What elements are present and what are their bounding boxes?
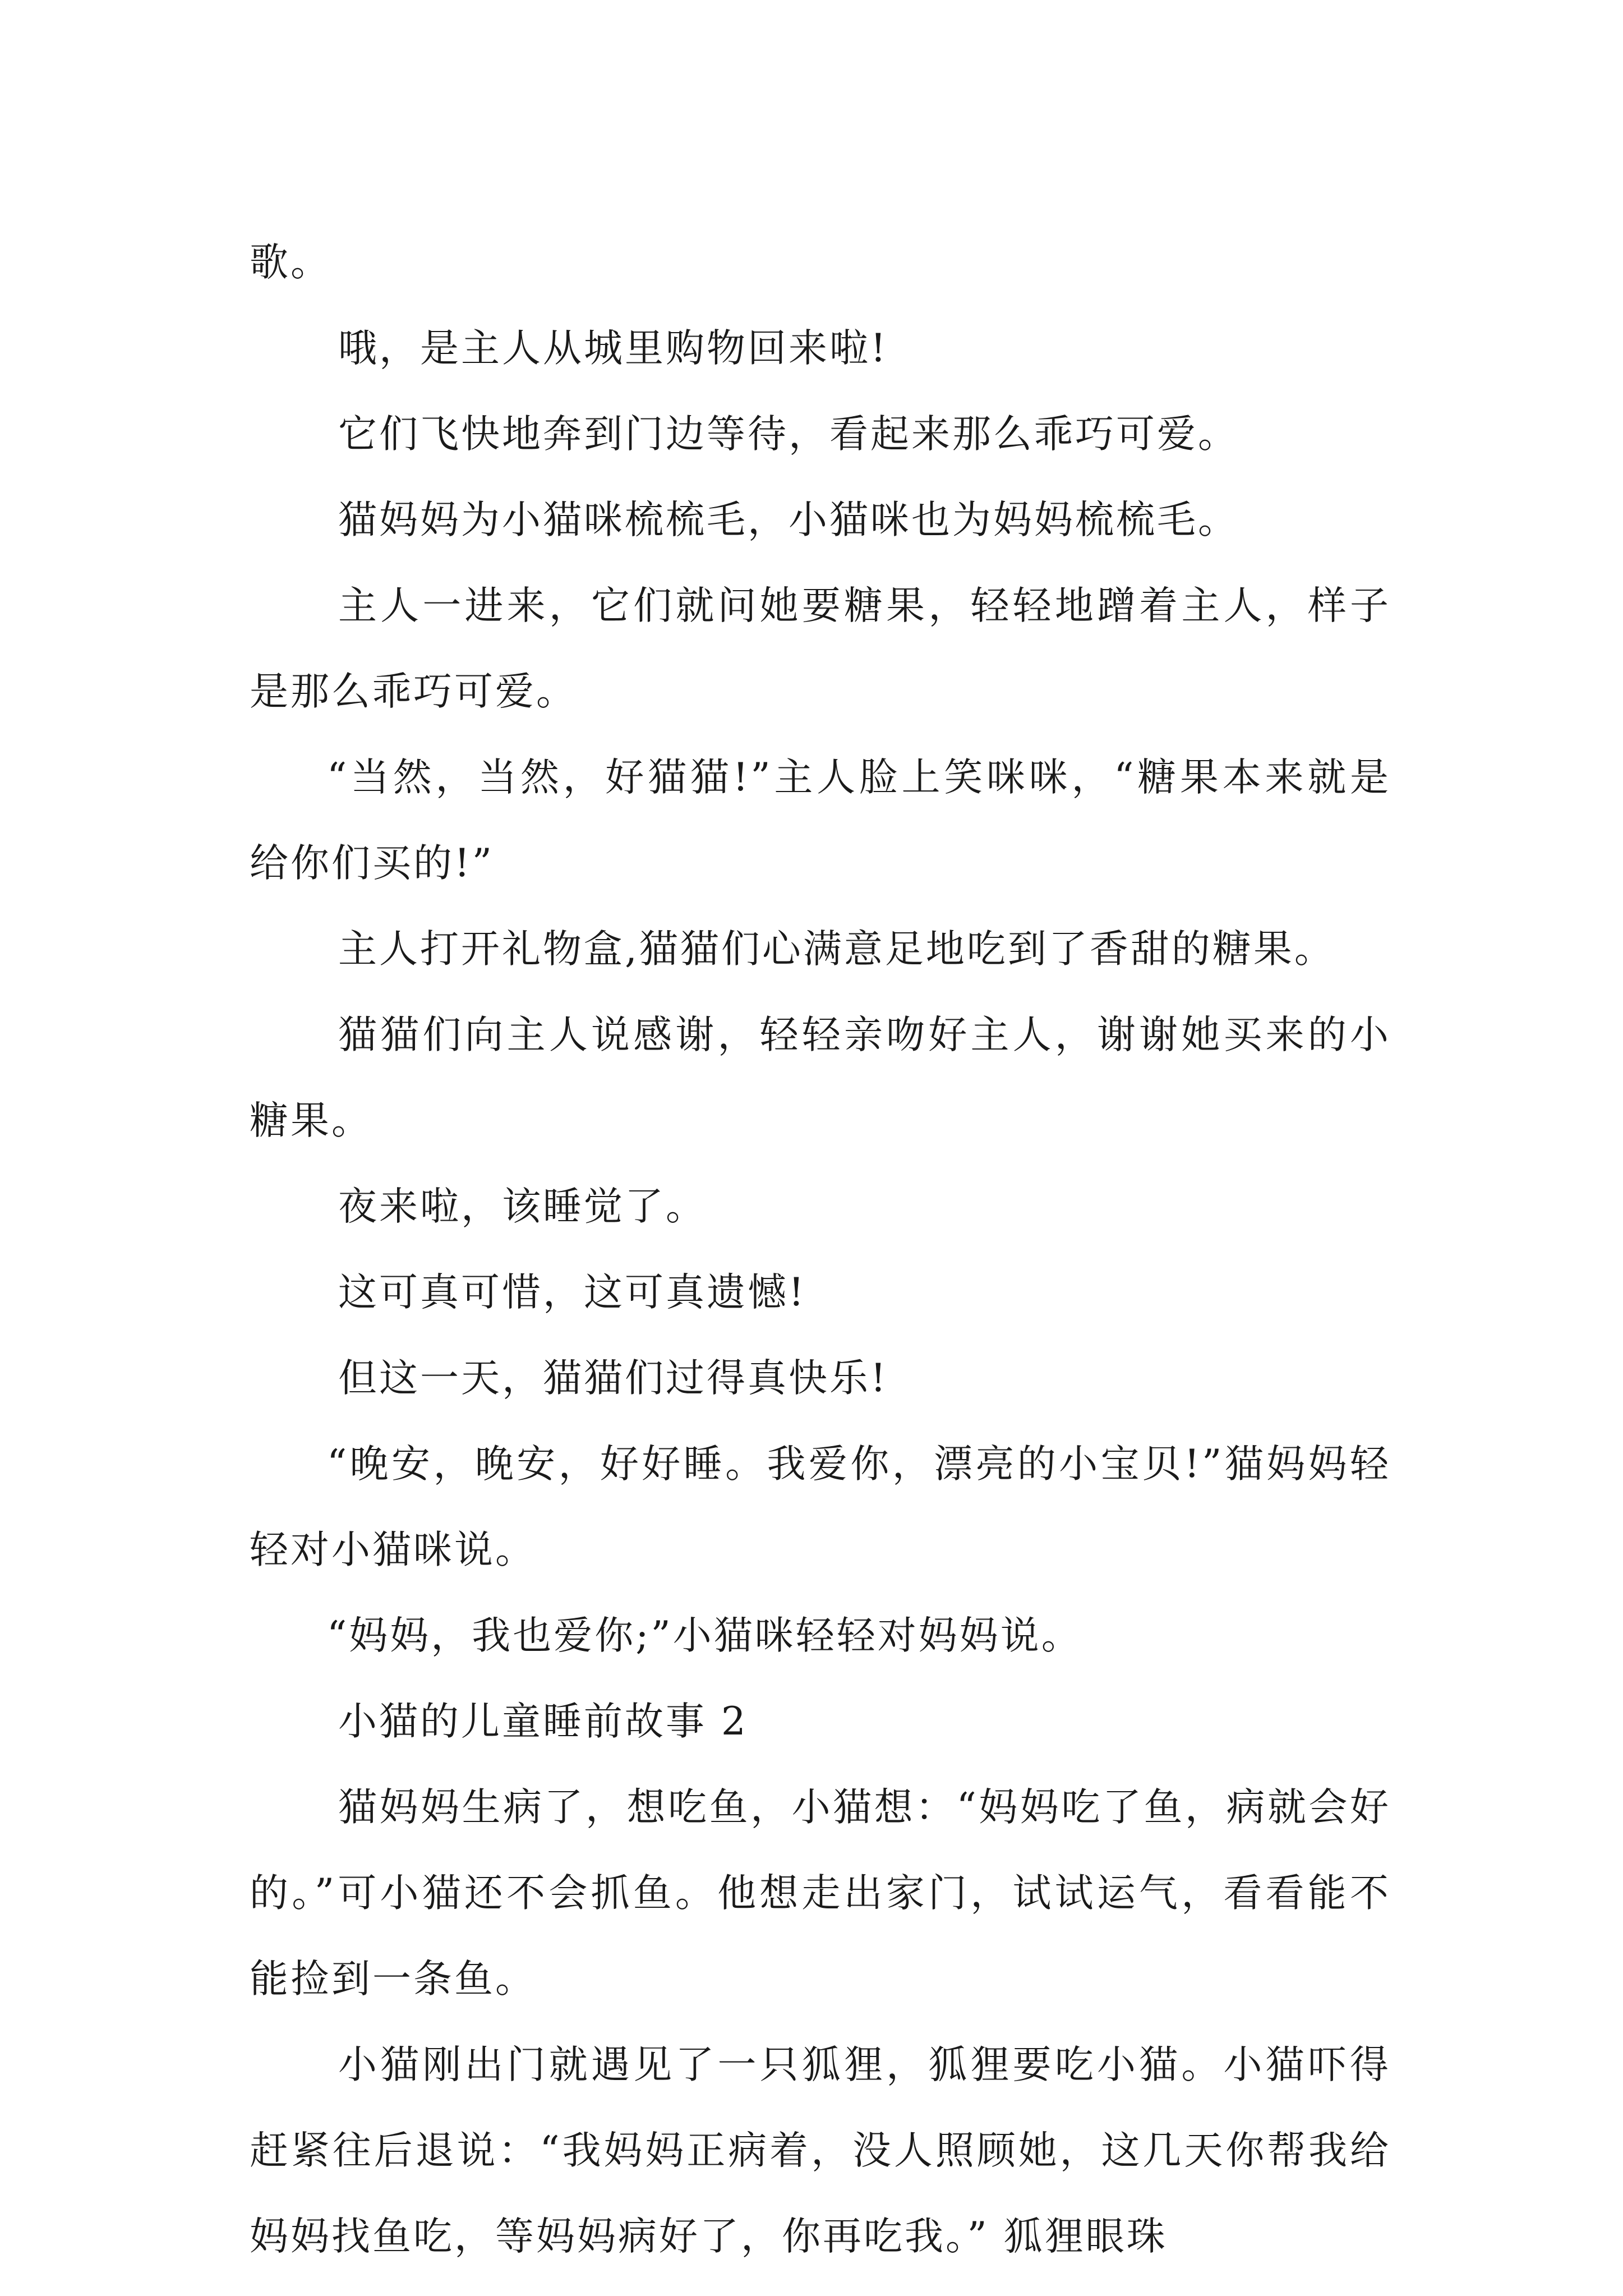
section-heading: 小猫的儿童睡前故事 2 [338,1699,748,1744]
paragraph-continuation: 歌。 [250,240,331,285]
paragraph: 主人打开礼物盒,猫猫们心满意足地吃到了香甜的糖果。 [338,927,1335,972]
document-body [250,220,1391,2280]
paragraph: 这可真可惜，这可真遗憾! [338,1270,806,1315]
paragraph: 小猫刚出门就遇见了一只狐狸，狐狸要吃小猫。小猫吓得赶紧往后退说：“我妈妈正病着，没人照顾她，这几天你帮我给妈妈找鱼吃，等妈妈病好了，你再吃我。” 狐狸眼珠 [250,2042,1391,2259]
paragraph: 它们飞快地奔到门边等待，看起来那么乖巧可爱。 [338,412,1239,457]
paragraph: 主人一进来，它们就问她要糖果，轻轻地蹭着主人，样子是那么乖巧可爱。 [250,583,1391,714]
paragraph: “当然，当然，好猫猫!”主人脸上笑咪咪，“糖果本来就是给你们买的!” [250,755,1391,886]
paragraph: 夜来啦，该睡觉了。 [338,1184,707,1229]
paragraph: 猫妈妈为小猫咪梳梳毛，小猫咪也为妈妈梳梳毛。 [338,498,1239,542]
paragraph: 哦，是主人从城里购物回来啦! [338,326,888,371]
paragraph: 但这一天，猫猫们过得真快乐! [338,1356,888,1401]
paragraph: “晚安，晚安，好好睡。我爱你，漂亮的小宝贝!”猫妈妈轻轻对小猫咪说。 [250,1442,1391,1572]
paragraph: “妈妈，我也爱你;”小猫咪轻轻对妈妈说。 [327,1613,1082,1658]
paragraph: 猫猫们向主人说感谢，轻轻亲吻好主人，谢谢她买来的小糖果。 [250,1013,1391,1143]
paragraph: 猫妈妈生病了，想吃鱼，小猫想：“妈妈吃了鱼，病就会好的。”可小猫还不会抓鱼。他想走出家门，试试运气，看看能不能捡到一条鱼。 [250,1785,1391,2001]
